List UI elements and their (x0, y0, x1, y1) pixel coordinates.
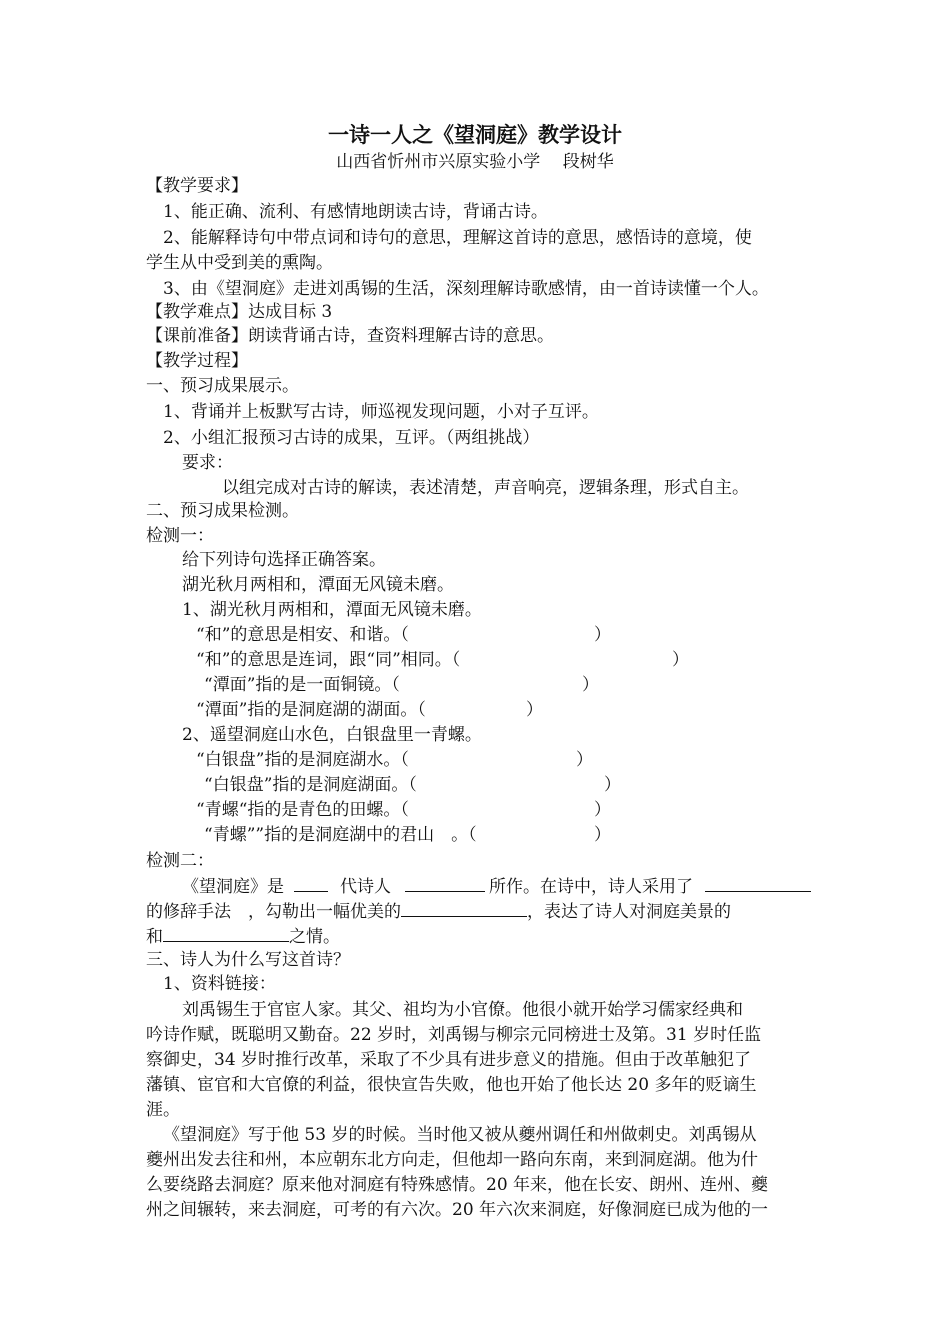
paragraph-1-line-4: 藩镇、宦官和大官僚的利益，很快宣告失败，他也开始了他长达 20 多年的贬谪生 (146, 1075, 757, 1095)
question-2: 2、遥望洞庭山水色，白银盘里一青螺。 (182, 725, 482, 745)
requirements-heading: 【教学要求】 (146, 176, 248, 196)
paragraph-2-line-3: 么要绕路去洞庭？原来他对洞庭有特殊感情。20 年来，他在长安、朗州、连州、夔 (146, 1175, 769, 1195)
test-2-label: 检测二： (146, 851, 214, 871)
paragraph-1-line-3: 察御史，34 岁时推行改革，采取了不少具有进步意义的措施。但由于改革触犯了 (146, 1050, 752, 1070)
section-1-requirement-text: 以组完成对古诗的解读，表述清楚，声音响亮，逻辑条理，形式自主。 (222, 478, 749, 498)
section-3-item-1: 1、资料链接： (163, 974, 276, 994)
process-heading: 【教学过程】 (146, 351, 248, 371)
requirement-3: 3、由《望洞庭》走进刘禹锡的生活，深刻理解诗歌感情，由一首诗读懂一个人。 (163, 279, 769, 299)
fill-blank-line-3: 和 之情。 (146, 924, 340, 949)
test-1-instruction: 给下列诗句选择正确答案。 (182, 550, 386, 570)
option-2a: “白银盘”指的是洞庭湖水。（ ） (196, 750, 593, 770)
paragraph-1-line-1: 刘禹锡生于官宦人家。其父、祖均为小官僚。他很小就开始学习儒家经典和 (182, 1000, 743, 1020)
blank-scene[interactable] (401, 899, 527, 917)
author-line: 山西省忻州市兴原实验小学 段树华 (336, 152, 614, 172)
paragraph-2-line-2: 夔州出发去往和州，本应朝东北方向走，但他却一路向东南，来到洞庭湖。他为什 (146, 1150, 758, 1170)
requirement-2-line-2: 学生从中受到美的熏陶。 (146, 253, 333, 273)
fill-blank-line-2: 的修辞手法 ，勾勒出一幅优美的 ，表达了诗人对洞庭美景的 (146, 899, 731, 924)
fill-blank-line-1: 《望洞庭》是 代诗人 所作。在诗中，诗人采用了 (182, 874, 811, 899)
section-1-heading: 一、预习成果展示。 (146, 376, 299, 396)
section-2-heading: 二、预习成果检测。 (146, 501, 299, 521)
paragraph-2-line-4: 州之间辗转，来去洞庭，可考的有六次。20 年六次来洞庭，好像洞庭已成为他的一 (146, 1200, 769, 1220)
option-1c: “潭面”指的是一面铜镜。（ ） (204, 675, 599, 695)
requirement-2-line-1: 2、能解释诗句中带点词和诗句的意思，理解这首诗的意思，感悟诗的意境，使 (163, 228, 752, 248)
section-1-requirement-label: 要求： (182, 453, 233, 473)
option-2d: “青螺””指的是洞庭湖中的君山 。（ ） (204, 825, 611, 845)
preparation-line: 【课前准备】朗读背诵古诗，查资料理解古诗的意思。 (146, 326, 554, 346)
option-1d: “潭面”指的是洞庭湖的湖面。（ ） (196, 700, 543, 720)
test-1-poem-line: 湖光秋月两相和，潭面无风镜未磨。 (182, 575, 454, 595)
option-1b: “和”的意思是连词，跟“同”相同。（ ） (196, 650, 689, 670)
blank-poet[interactable] (405, 874, 485, 892)
option-2b: “白银盘”指的是洞庭湖面。（ ） (204, 775, 621, 795)
section-3-heading: 三、诗人为什么写这首诗？ (146, 950, 350, 970)
option-2c: “青螺“指的是青色的田螺。（ ） (196, 800, 611, 820)
paragraph-1-line-2: 吟诗作赋，既聪明又勤奋。22 岁时，刘禹锡与柳宗元同榜进士及第。31 岁时任监 (146, 1025, 762, 1045)
page-title: 一诗一人之《望洞庭》教学设计 (328, 122, 622, 147)
requirement-1: 1、能正确、流利、有感情地朗读古诗，背诵古诗。 (163, 202, 548, 222)
difficulty-line: 【教学难点】达成目标 3 (146, 302, 333, 322)
paragraph-2-line-1: 《望洞庭》写于他 53 岁的时候。当时他又被从夔州调任和州做刺史。刘禹锡从 (163, 1125, 757, 1145)
section-1-item-2: 2、小组汇报预习古诗的成果，互评。（两组挑战） (163, 428, 540, 448)
blank-emotion[interactable] (163, 924, 289, 942)
test-1-label: 检测一： (146, 526, 214, 546)
question-1: 1、湖光秋月两相和，潭面无风镜未磨。 (182, 600, 482, 620)
blank-dynasty[interactable] (294, 874, 328, 892)
paragraph-1-line-5: 涯。 (146, 1100, 180, 1120)
blank-rhetoric[interactable] (705, 874, 811, 892)
option-1a: “和”的意思是相安、和谐。（ ） (196, 625, 611, 645)
section-1-item-1: 1、背诵并上板默写古诗，师巡视发现问题，小对子互评。 (163, 402, 599, 422)
